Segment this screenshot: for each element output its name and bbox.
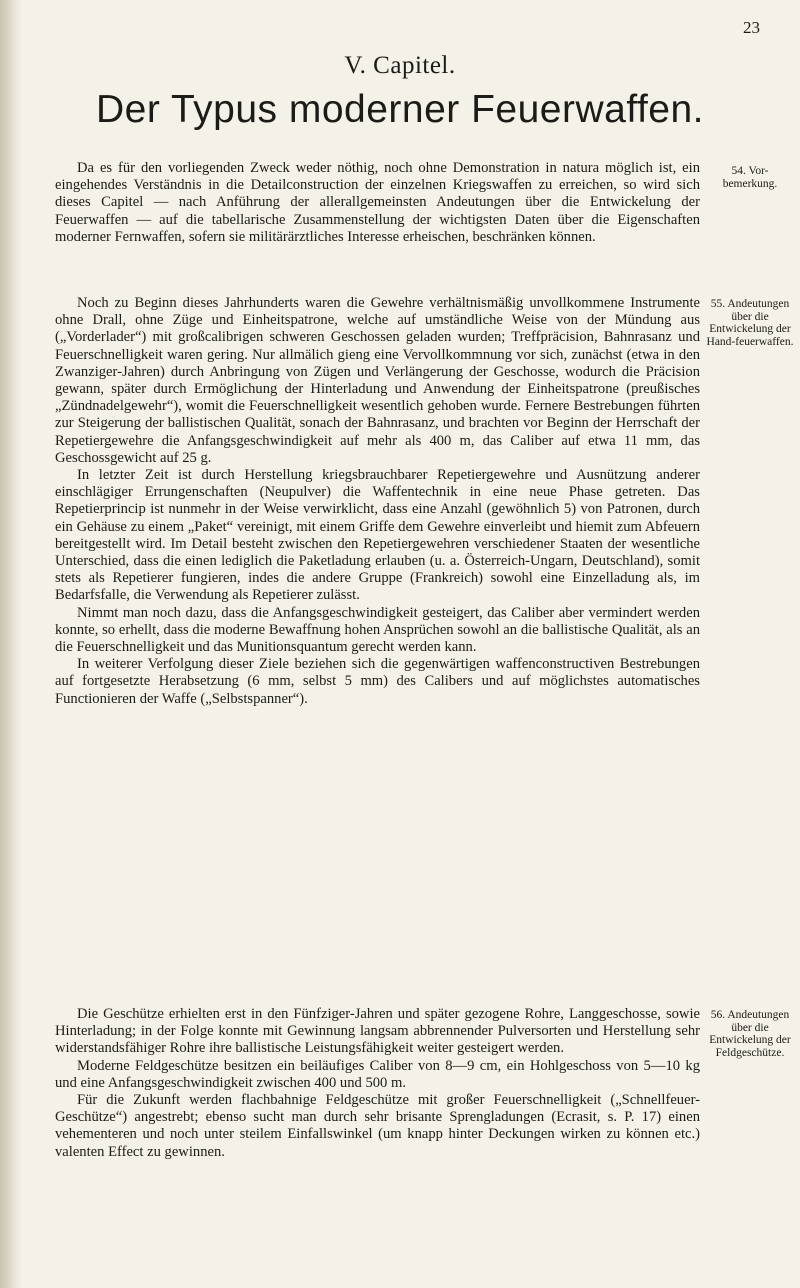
paragraph: In letzter Zeit ist durch Herstellung kriegsbrauchbarer Repetiergewehre und Ausnützung anderer einschlägiger Errungenschaften (Neupulver) die Waffentechnik in eine neue Phase getreten. Das Repetierprincip ist nunmehr in der Weise verwirklicht, dass eine Anzahl (gewöhnlich 5) von Patronen, durch ein Gehäuse zu einem „Paket“ vereinigt, mit einem Griffe dem Gewehre einverleibt und hiemit zum Abfeuern bereitgestellt wird. Im Detail besteht zwischen den Repetiergewehren verschiedener Staaten der wesentliche Unterschied, dass die einen lediglich die Paketladung erlauben (u. a. Österreich-Ungarn, Deutschland), somit stets als Repetierer fungieren, indes die andere Gruppe (Frankreich) sowohl eine Einzelladung als, im Bedarfsfalle, die Verwendung als Repetierer zulässt. — [55, 467, 700, 604]
paragraph: Moderne Feldgeschütze besitzen ein beiläufiges Caliber von 8—9 cm, ein Hohlgeschoss von 5—10 kg und eine Anfangsgeschwindigkeit zwischen 400 und 500 m. — [55, 1057, 700, 1091]
paragraph: Da es für den vorliegenden Zweck weder nöthig, noch ohne Demonstration in natura möglich ist, ein eingehendes Verständnis in die Detailconstruction der einzelnen Kriegswaffen zu erreichen, so wird sich dieses Capitel — nach Anführung der allerallgemeinsten Andeutungen über die Entwickelung der Feuerwaffen — auf die tabellarische Zusammenstellung der wichtigsten Daten über die Eigenschaften moderner Fernwaffen, sofern sie militärärztliches Interesse erheischen, beschränken können. — [55, 160, 700, 245]
paragraph: Noch zu Beginn dieses Jahrhunderts waren die Gewehre verhältnismäßig unvollkommene Instrumente ohne Drall, ohne Züge und Einheitspatrone, welche auf umständliche Weise von der Mündung aus („Vorderlader“) mit großcalibrigen schweren Geschossen geladen wurden; Treffpräcision, Bahnrasanz und Feuerschnelligkeit waren gering. Nur allmälich gieng eine Vervollkommnung vor sich, zunächst (etwa in den Zwanziger-Jahren) durch Anbringung von Zügen und Verlängerung der Geschosse, wodurch die Präcision gewann, später durch Ermöglichung der Hinterladung und Anwendung der Einheitspatrone (preußisches „Zündnadelgewehr“), womit die Feuerschnelligkeit wesentlich gehoben wurde. Fernere Bestrebungen führten zur Steigerung der ballistischen Qualität, sonach der Bahnrasanz, und brachten vor Beginn der Herrschaft der Repetiergewehre die Anfangsgeschwindigkeit auf mehr als 400 m, das Caliber auf etwa 11 mm, das Geschossgewicht auf 25 g. — [55, 295, 700, 466]
section-55-text — [55, 295, 700, 708]
paragraph: Nimmt man noch dazu, dass die Anfangsgeschwindigkeit gesteigert, das Caliber aber vermindert werden konnte, so erhellt, dass die moderne Bewaffnung hohen Ansprüchen sowohl an die ballistische Qualität, als an die Feuerschnelligkeit und das Munitionsquantum gerecht werden kann. — [55, 604, 700, 656]
section-54-text — [55, 160, 700, 246]
section-56-text — [55, 1006, 700, 1161]
page-title: Der Typus moderner Feuerwaffen. — [95, 88, 705, 131]
margin-note-55: 55. Andeutungen über die Entwickelung der Hand-feuerwaffen. — [706, 298, 794, 348]
paragraph: Die Geschütze erhielten erst in den Fünfziger-Jahren und später gezogene Rohre, Langgeschosse, sowie Hinterladung; in der Folge konnte mit Gewinnung langsam abbrennender Pulversorten und Herstellung sehr widerstandsfähiger Rohre ihre ballistische Leistungsfähigkeit weiter gesteigert werden. — [55, 1006, 700, 1057]
page-binding-edge — [0, 0, 22, 1288]
page-number: 23 — [743, 18, 760, 37]
paragraph: Für die Zukunft werden flachbahnige Feldgeschütze mit großer Feuerschnelligkeit („Schnellfeuer-Geschütze“) angestrebt; ebenso sucht man durch sehr brisante Sprengladungen (Ecrasit, s. P. 17) einen vehementeren und noch unter steilem Einfallswinkel (um knapp hinter Deckungen wirken zu können etc.) valenten Effect zu gewinnen. — [55, 1092, 700, 1160]
chapter-heading: V. Capitel. — [344, 52, 456, 79]
margin-note-56: 56. Andeutungen über die Entwickelung der Feldgeschütze. — [709, 1009, 791, 1059]
paragraph: In weiterer Verfolgung dieser Ziele beziehen sich die gegenwärtigen waffenconstructiven Bestrebungen auf fortgesetzte Herabsetzung (6 mm, selbst 5 mm) des Calibers und auf möglichstes automatisches Functionieren der Waffe („Selbstspanner“). — [55, 656, 700, 707]
margin-note-54: 54. Vor-bemerkung. — [722, 165, 778, 190]
